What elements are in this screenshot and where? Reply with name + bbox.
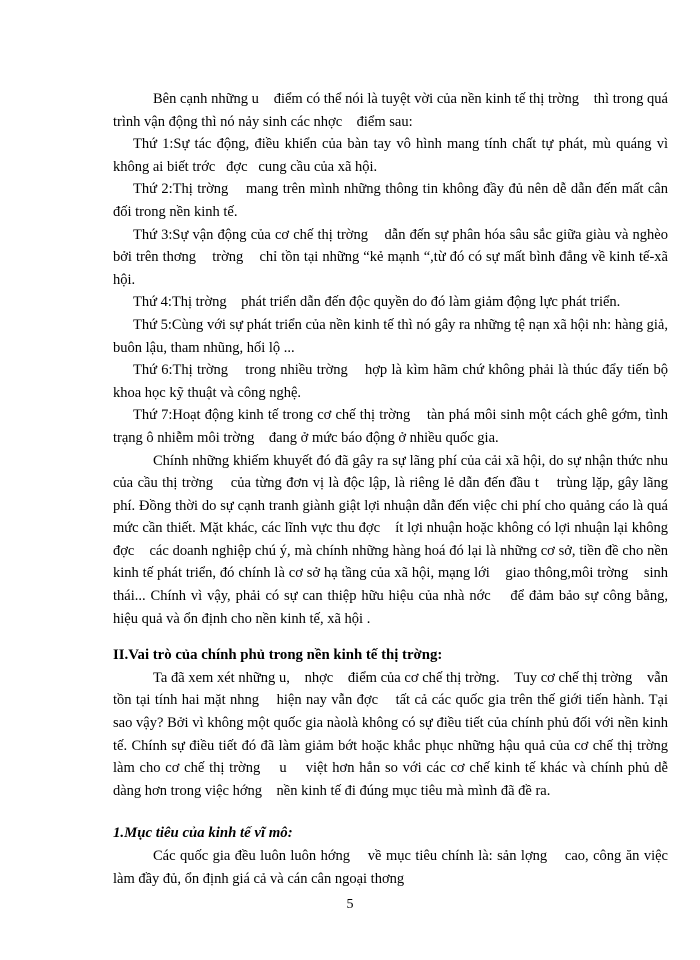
paragraph-macro-goals: Các quốc gia đều luôn luôn hớng về mục tiêu chính là: sản lợng cao, công ăn việc làm đầy đủ, ổn định giá cả và cán cân ngoại thơng (113, 848, 672, 887)
paragraph-point-3: Thứ 3:Sự vận động của cơ chế thị trờng dẫn đến sự phân hóa sâu sắc giữa giàu và nghèo bởi trên thơng trờng chỉ tồn tại những “kẻ mạnh “,từ đó có sự mất bình đẳng về kinh tế-xã hội. (113, 226, 672, 288)
paragraph-point-7: Thứ 7:Hoạt động kinh tế trong cơ chế thị trờng tàn phá môi sinh một cách ghê gớm, tình trạng ô nhiễm môi trờng đang ở mức báo động ở nhiều quốc gia. (113, 407, 672, 446)
paragraph-point-1: Thứ 1:Sự tác động, điều khiển của bàn tay vô hình mang tính chất tự phát, mù quáng vì không ai biết trớc đợc cung cầu của xã hội. (113, 136, 672, 175)
paragraph-point-4: Thứ 4:Thị trờng phát triển dẫn đến độc quyền do đó làm giảm động lực phát triển. (133, 294, 621, 311)
page-number: 5 (346, 897, 354, 912)
paragraph-intro: Bên cạnh những u điểm có thể nói là tuyệt vời của nền kinh tế thị trờng thì trong quá trình vận động thì nó nảy sinh các nhợc điểm sau: (113, 91, 672, 130)
page-body (113, 88, 683, 890)
paragraph-point-2: Thứ 2:Thị trờng mang trên mình những thông tin không đầy đủ nên dễ dẫn đến mất cân đối trong nền kinh tế. (113, 181, 672, 220)
paragraph-point-5: Thứ 5:Cùng với sự phát triển của nền kinh tế thì nó gây ra những tệ nạn xã hội nh: hàng giả, buôn lậu, tham nhũng, hối lộ ... (113, 316, 672, 356)
section-heading: II.Vai trò của chính phủ trong nền kinh tế thị trờng: (113, 647, 443, 664)
subsection-heading: 1.Mục tiêu của kinh tế vĩ mô: (113, 825, 293, 842)
paragraph-point-6: Thứ 6:Thị trờng trong nhiều trờng hợp là kìm hãm chứ không phải là thúc đẩy tiến bộ khoa học kỹ thuật và công nghệ. (113, 362, 672, 401)
paragraph-government-role: Ta đã xem xét những u, nhợc điểm của cơ chế thị trờng. Tuy cơ chế thị trờng vẫn tồn tại tính hai mặt nhng hiện nay vẫn đợc tất cả các quốc gia trên thế giới tiến hành. Tại sao vậy? Bởi vì không một quốc gia nàolà không có sự điều tiết của chính phủ đối với nền kinh tế. Chính sự điều tiết đó đã làm giảm bớt hoặc khắc phục những hậu quả của cơ chế thị trờng làm cho cơ chế thị trờng u việt hơn hẳn so với các cơ chế kinh tế khác và chính phủ dễ dàng hơn trong việc hớng nền kinh tế đi đúng mục tiêu mà mình đã đề ra. (113, 669, 683, 799)
paragraph-consequences: Chính những khiếm khuyết đó đã gây ra sự lãng phí của cải xã hội, do sự nhận thức nhu của cầu thị trờng của từng đơn vị là độc lập, là riêng lẻ dẫn đến đầu t trùng lặp, gây lãng phí. Đồng thời do sự cạnh tranh giành giật lợi nhuận dẫn đến việc chi phí cho quảng cáo là quá mức cần thiết. Mặt khác, các lĩnh vực thu đợc ít lợi nhuận hoặc không có lợi nhuận lại không đợc các doanh nghiệp chú ý, mà chính những hàng hoá đó lại là những cơ sở, tiền đề cho nền kinh tế phát triển, đó chính là cơ sở hạ tầng của xã hội, mạng lới giao thông,môi trờng sinh thái... Chính vì vậy, phải có sự can thiệp hữu hiệu của nhà nớc để đảm bảo sự công bằng, hiệu quả và ổn định cho nền kinh tế, xã hội . (113, 452, 672, 627)
